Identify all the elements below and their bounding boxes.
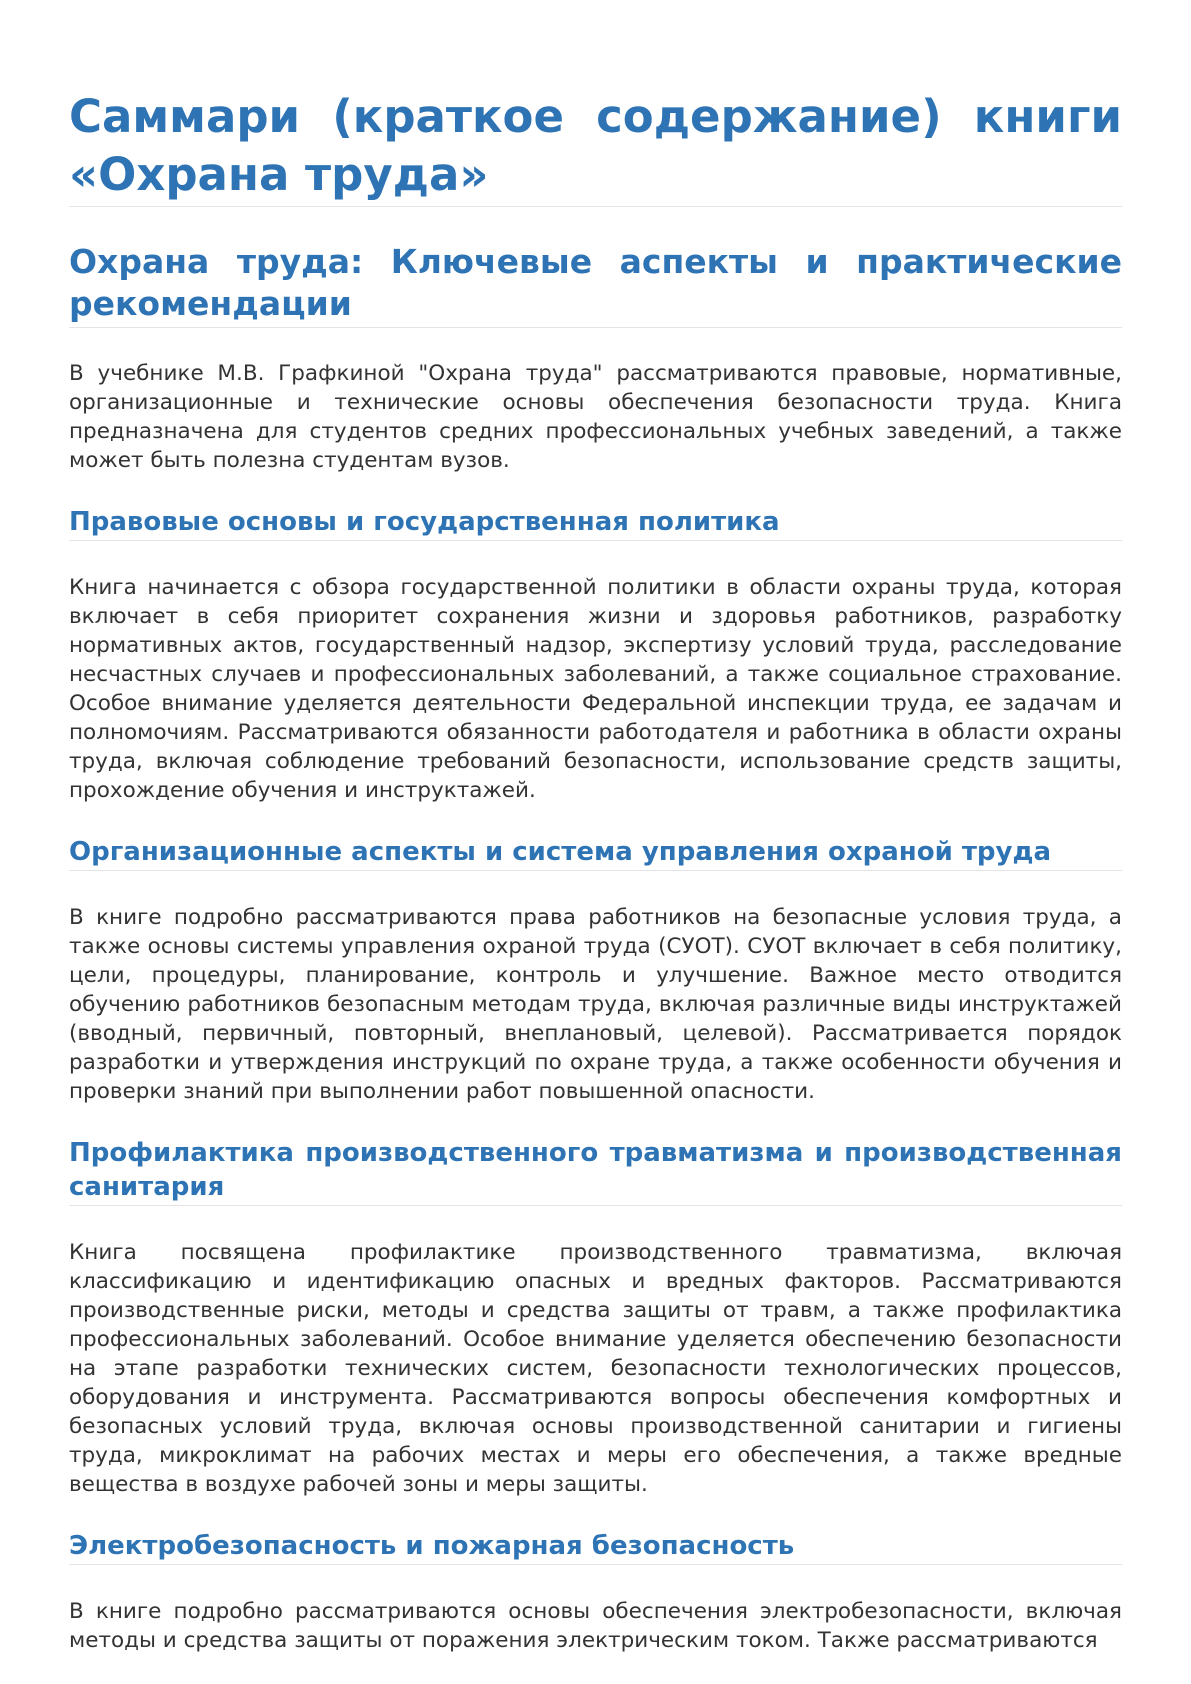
section-heading-electrical-fire: Электробезопасность и пожарная безопасность bbox=[69, 1529, 1122, 1565]
section-text-organization: В книге подробно рассматриваются права работников на безопасные условия труда, а также основы системы управления охраной труда (СУОТ). СУОТ включает в себя политику, цели, процедуры, планирование, контроль и улучшение. Важное место отводится обучению работников безопасным методам труда, включая различные виды инструктажей (вводный, первичный, повторный, внеплановый, целевой). Рассматривается порядок разработки и утверждения инструкций по охране труда, а также особенности обучения и проверки знаний при выполнении работ повышенной опасности. bbox=[69, 905, 1122, 1104]
intro-paragraph: В учебнике М.В. Графкиной "Охрана труда" рассматриваются правовые, нормативные, организационные и технические основы обеспечения безопасности труда. Книга предназначена для студентов средних профессиональных учебных заведений, а также может быть полезна студентам вузов. bbox=[69, 361, 1122, 473]
document-subtitle: Охрана труда: Ключевые аспекты и практические рекомендации bbox=[69, 241, 1122, 328]
section-text-prevention: Книга посвящена профилактике производственного травматизма, включая классификацию и идентификацию опасных и вредных факторов. Рассматриваются производственные риски, методы и средства защиты от травм, а также профилактика профессиональных заболеваний. Особое внимание уделяется обеспечению безопасности на этапе разработки технических систем, безопасности технологических процессов, оборудования и инструмента. Рассматриваются вопросы обеспечения комфортных и безопасных условий труда, включая основы производственной санитарии и гигиены труда, микроклимат на рабочих местах и меры его обеспечения, а также вредные вещества в воздухе рабочей зоны и меры защиты. bbox=[69, 1240, 1122, 1497]
document-page bbox=[69, 88, 1122, 1655]
section-heading-organization: Организационные аспекты и система управления охраной труда bbox=[69, 835, 1122, 871]
section-text-legal: Книга начинается с обзора государственной политики в области охраны труда, которая включает в себя приоритет сохранения жизни и здоровья работников, разработку нормативных актов, государственный надзор, экспертизу условий труда, расследование несчастных случаев и профессиональных заболеваний, а также социальное страхование. Особое внимание уделяется деятельности Федеральной инспекции труда, ее задачам и полномочиям. Рассматриваются обязанности работодателя и работника в области охраны труда, включая соблюдение требований безопасности, использование средств защиты, прохождение обучения и инструктажей. bbox=[69, 575, 1122, 803]
section-text-electrical-fire: В книге подробно рассматриваются основы обеспечения электробезопасности, включая методы и средства защиты от поражения электрическим током. Также рассматриваются bbox=[69, 1599, 1122, 1653]
document-title: Саммари (краткое содержание) книги «Охрана труда» bbox=[69, 88, 1122, 207]
section-heading-legal: Правовые основы и государственная политика bbox=[69, 505, 1122, 541]
section-heading-prevention: Профилактика производственного травматизма и производственная санитария bbox=[69, 1136, 1122, 1206]
